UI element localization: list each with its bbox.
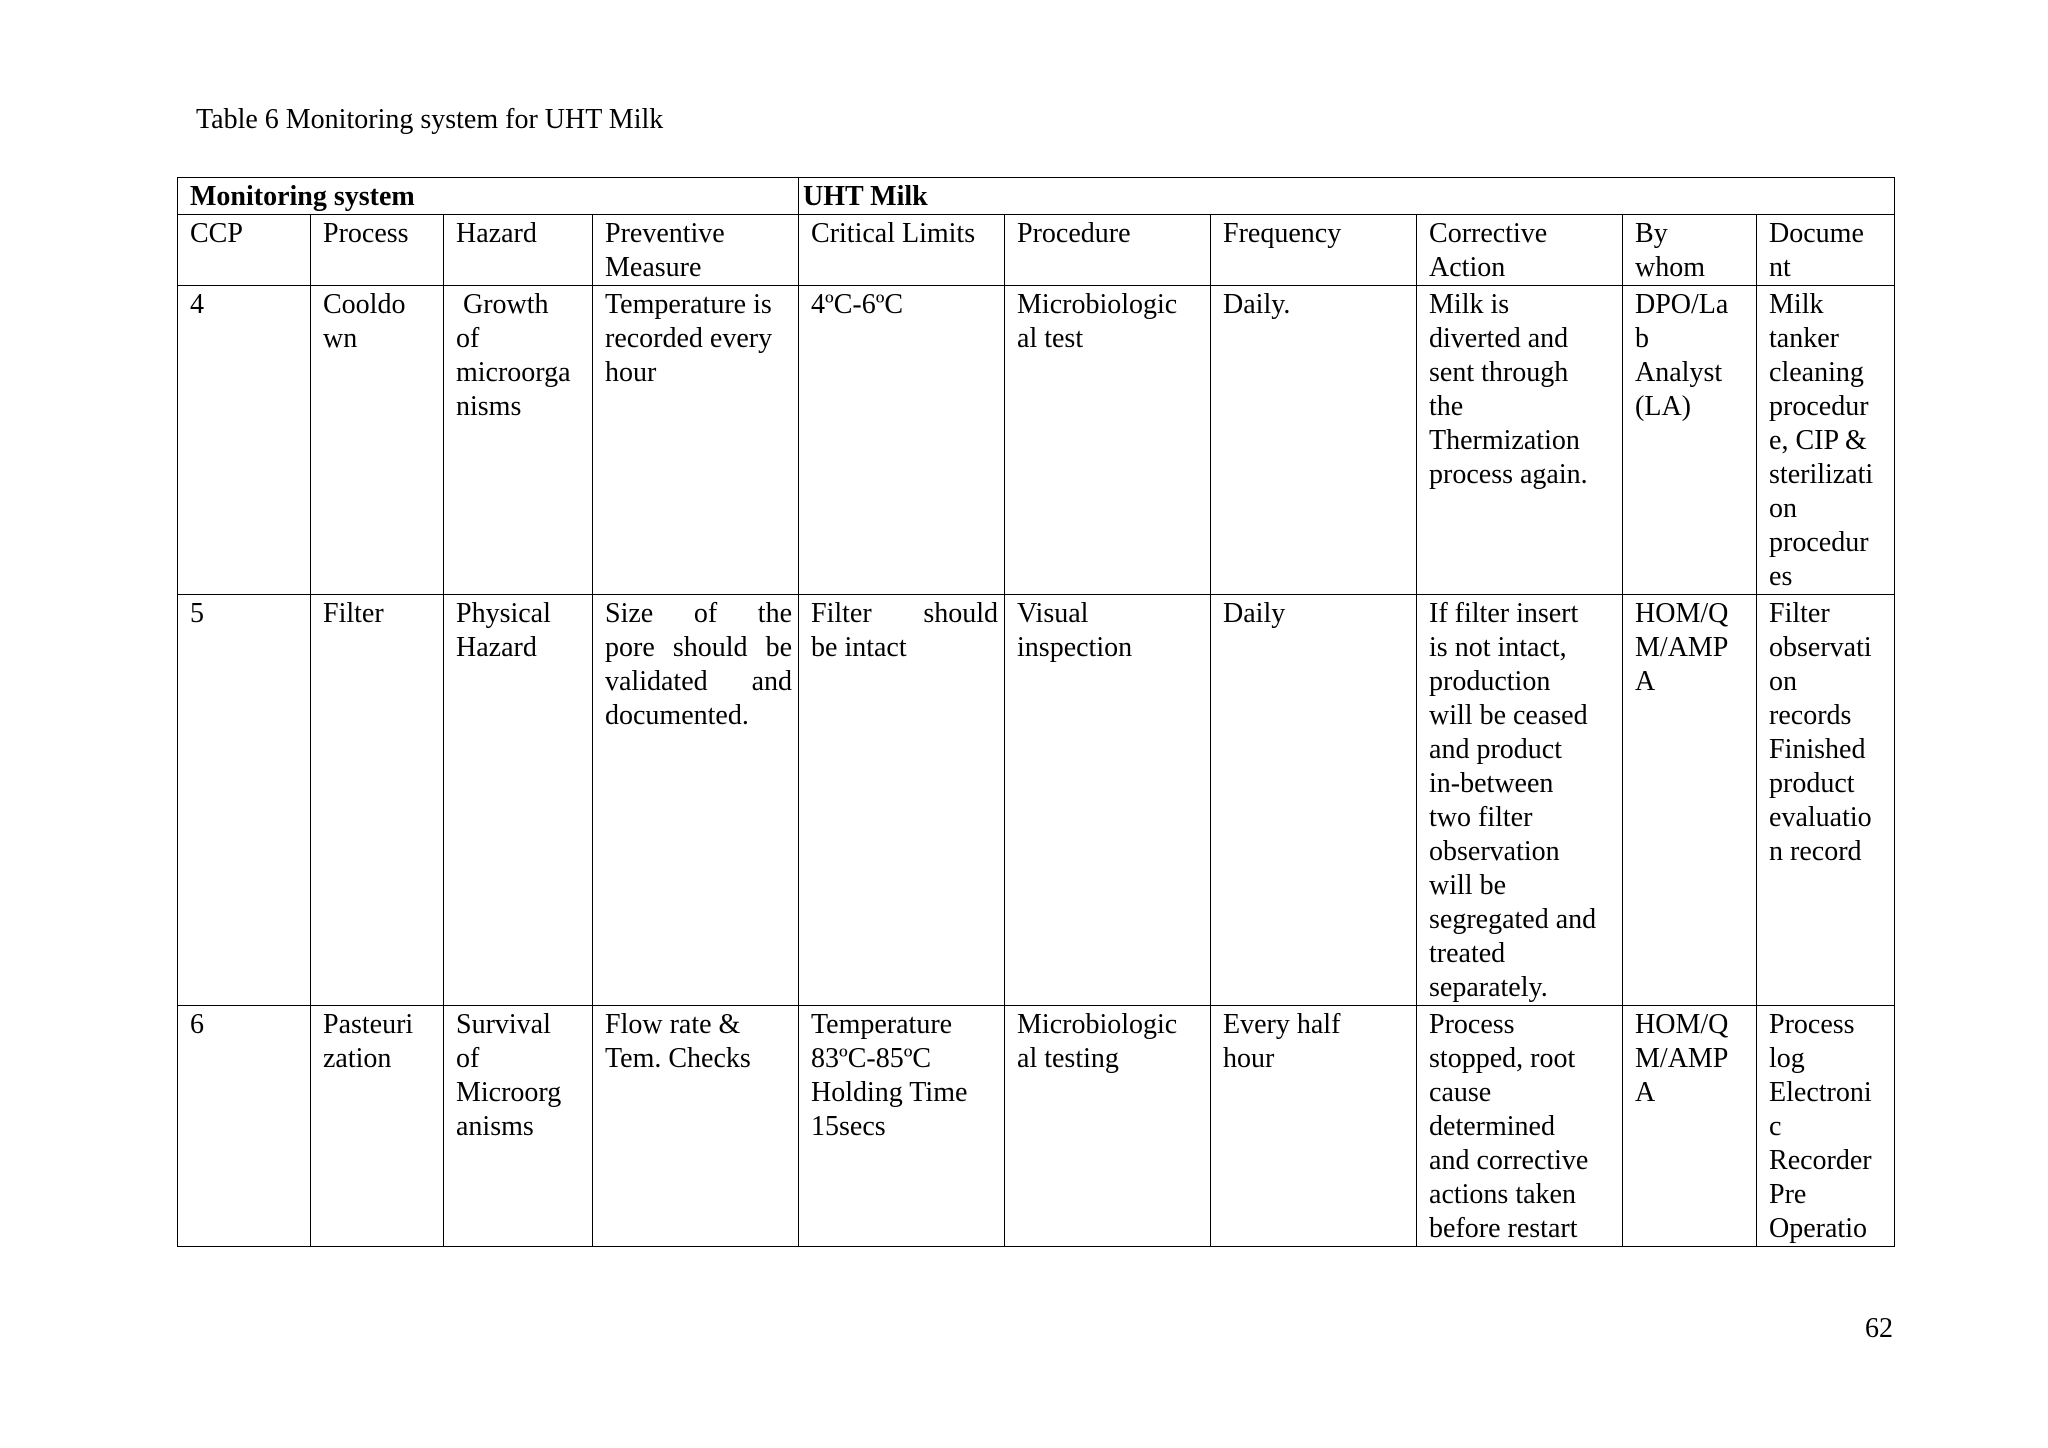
cell-line: production — [1429, 666, 1551, 697]
cell-line: nisms — [456, 391, 522, 422]
table-cell — [1211, 595, 1417, 1006]
cell-line: wn — [323, 323, 358, 354]
cell-line: Procedure — [1017, 218, 1131, 249]
table-cell — [1211, 286, 1417, 595]
table-row — [178, 595, 1895, 1006]
cell-line: tanker — [1769, 323, 1839, 354]
cell-line: Survival — [456, 1009, 551, 1040]
cell-line: 4ºC-6ºC — [811, 289, 904, 320]
cell-line: 83ºC-85ºC — [811, 1043, 932, 1074]
cell-line: will be — [1429, 870, 1507, 901]
table-cell — [444, 1006, 593, 1247]
table-cell — [1005, 286, 1211, 595]
cell-line: Milk — [1769, 289, 1824, 320]
col-header — [311, 215, 444, 286]
cell-line: Preventive — [605, 218, 725, 249]
cell-line: Filter — [1769, 598, 1830, 629]
table-cell — [1005, 595, 1211, 1006]
cell-line: Daily — [1223, 598, 1286, 629]
table-cell — [178, 1006, 311, 1247]
cell-line: nt — [1769, 252, 1791, 283]
monitoring-table — [177, 177, 1895, 1247]
cell-line: Daily. — [1223, 289, 1291, 320]
cell-line: be intact — [811, 632, 907, 663]
cell-line: determined — [1429, 1111, 1555, 1142]
cell-line: of — [456, 323, 480, 354]
cell-line: procedur — [1769, 391, 1869, 422]
cell-line: hour — [1223, 1043, 1275, 1074]
cell-line: in-between — [1429, 768, 1554, 799]
cell-line: If filter insert — [1429, 598, 1579, 629]
cell-line: 6 — [190, 1009, 204, 1040]
cell-line: Growth — [456, 289, 549, 320]
cell-line: Milk is — [1429, 289, 1510, 320]
cell-line: By — [1635, 218, 1668, 249]
cell-line: diverted and — [1429, 323, 1569, 354]
cell-line: anisms — [456, 1111, 534, 1142]
table-cell — [1211, 1006, 1417, 1247]
cell-line: on — [1769, 666, 1798, 697]
cell-line: Corrective — [1429, 218, 1548, 249]
cell-line: process again. — [1429, 459, 1588, 490]
cell-line: A — [1635, 1077, 1656, 1108]
cell-line: Finished — [1769, 734, 1866, 765]
table-cell — [1757, 286, 1895, 595]
cell-line: on — [1769, 493, 1798, 524]
cell-line: 5 — [190, 598, 204, 629]
cell-line: Thermization — [1429, 425, 1580, 456]
cell-line: and corrective — [1429, 1145, 1589, 1176]
cell-line: Tem. Checks — [605, 1043, 751, 1074]
cell-line: validated and — [605, 666, 793, 697]
table-cell — [444, 595, 593, 1006]
cell-line: Physical — [456, 598, 551, 629]
cell-line: HOM/Q — [1635, 1009, 1729, 1040]
cell-line: Operatio — [1769, 1213, 1867, 1244]
table-cell — [178, 286, 311, 595]
header-row — [178, 215, 1895, 286]
table-row — [178, 1006, 1895, 1247]
cell-line: pore should be — [605, 632, 793, 663]
cell-line: zation — [323, 1043, 392, 1074]
table-cell — [799, 595, 1005, 1006]
cell-line: the — [1429, 391, 1464, 422]
table-cell — [311, 595, 444, 1006]
cell-line: al test — [1017, 323, 1084, 354]
cell-line: Electroni — [1769, 1077, 1872, 1108]
cell-line: before restart — [1429, 1213, 1578, 1244]
col-header — [1757, 215, 1895, 286]
cell-line: Microorg — [456, 1077, 562, 1108]
cell-line: Process — [1769, 1009, 1855, 1040]
cell-line: whom — [1635, 252, 1706, 283]
table-cell — [1623, 286, 1757, 595]
cell-line: al testing — [1017, 1043, 1119, 1074]
cell-line: es — [1769, 561, 1793, 592]
title-left: Monitoring system — [178, 178, 799, 215]
cell-line: Pasteuri — [323, 1009, 414, 1040]
table-cell — [1757, 595, 1895, 1006]
cell-line: c — [1769, 1111, 1782, 1142]
cell-line: hour — [605, 357, 657, 388]
cell-line: n record — [1769, 836, 1862, 867]
cell-line: of — [456, 1043, 480, 1074]
cell-line: Filter — [323, 598, 384, 629]
cell-line: will be ceased — [1429, 700, 1588, 731]
cell-line: Visual — [1017, 598, 1089, 629]
col-header — [444, 215, 593, 286]
cell-line: cleaning — [1769, 357, 1864, 388]
table-cell — [1005, 1006, 1211, 1247]
cell-line: Cooldo — [323, 289, 406, 320]
cell-line: product — [1769, 768, 1855, 799]
cell-line: Critical Limits — [811, 218, 976, 249]
col-header — [593, 215, 799, 286]
table-row — [178, 286, 1895, 595]
cell-line: Pre — [1769, 1179, 1807, 1210]
cell-line: segregated and — [1429, 904, 1597, 935]
cell-line: procedur — [1769, 527, 1869, 558]
table-caption: Table 6 Monitoring system for UHT Milk — [196, 104, 664, 135]
cell-line: sent through — [1429, 357, 1569, 388]
col-header — [799, 215, 1005, 286]
table-cell — [1417, 595, 1623, 1006]
cell-line: Temperature is — [605, 289, 772, 320]
cell-line: (LA) — [1635, 391, 1691, 422]
cell-line: Measure — [605, 252, 702, 283]
cell-line: A — [1635, 666, 1656, 697]
cell-line: separately. — [1429, 972, 1548, 1003]
cell-line: b — [1635, 323, 1650, 354]
cell-line: Filter should — [811, 598, 999, 629]
table-cell — [593, 1006, 799, 1247]
table-cell — [1417, 1006, 1623, 1247]
cell-line: 15secs — [811, 1111, 886, 1142]
title-row — [178, 178, 1895, 215]
col-header — [1417, 215, 1623, 286]
cell-line: Process — [1429, 1009, 1515, 1040]
table-cell — [593, 286, 799, 595]
cell-line: microorga — [456, 357, 571, 388]
cell-line: Holding Time — [811, 1077, 968, 1108]
cell-line: stopped, root — [1429, 1043, 1576, 1074]
cell-line: actions taken — [1429, 1179, 1576, 1210]
col-header — [1005, 215, 1211, 286]
cell-line: Docume — [1769, 218, 1864, 249]
cell-line: log — [1769, 1043, 1805, 1074]
cell-line: Process — [323, 218, 409, 249]
cell-line: treated — [1429, 938, 1506, 969]
col-header — [178, 215, 311, 286]
cell-line: records — [1769, 700, 1852, 731]
table-cell — [1623, 595, 1757, 1006]
cell-line: Size of the — [605, 598, 793, 629]
cell-line: cause — [1429, 1077, 1492, 1108]
cell-line: Recorder — [1769, 1145, 1872, 1176]
cell-line: CCP — [190, 218, 243, 249]
cell-line: inspection — [1017, 632, 1133, 663]
cell-line: HOM/Q — [1635, 598, 1729, 629]
cell-line: recorded every — [605, 323, 773, 354]
cell-line: Analyst — [1635, 357, 1723, 388]
cell-line: Every half — [1223, 1009, 1341, 1040]
table-cell — [799, 286, 1005, 595]
table-cell — [444, 286, 593, 595]
cell-line: M/AMP — [1635, 1043, 1729, 1074]
table-cell — [799, 1006, 1005, 1247]
cell-line: M/AMP — [1635, 632, 1729, 663]
cell-line: and product — [1429, 734, 1562, 765]
cell-line: observation — [1429, 836, 1560, 867]
col-header — [1211, 215, 1417, 286]
cell-line: sterilizati — [1769, 459, 1874, 490]
cell-line: Microbiologic — [1017, 289, 1178, 320]
cell-line: DPO/La — [1635, 289, 1729, 320]
cell-line: Hazard — [456, 632, 537, 663]
cell-line: e, CIP & — [1769, 425, 1867, 456]
cell-line: 4 — [190, 289, 204, 320]
cell-line: Flow rate & — [605, 1009, 741, 1040]
cell-line: two filter — [1429, 802, 1533, 833]
cell-line: Frequency — [1223, 218, 1342, 249]
table-cell — [1623, 1006, 1757, 1247]
table-cell — [1757, 1006, 1895, 1247]
cell-line: documented. — [605, 700, 749, 731]
cell-line: Hazard — [456, 218, 537, 249]
cell-line: Microbiologic — [1017, 1009, 1178, 1040]
title-right: UHT Milk — [799, 178, 1895, 215]
table-cell — [593, 595, 799, 1006]
table-cell — [311, 286, 444, 595]
cell-line: observati — [1769, 632, 1872, 663]
cell-line: Action — [1429, 252, 1506, 283]
col-header — [1623, 215, 1757, 286]
cell-line: Temperature — [811, 1009, 953, 1040]
table-cell — [178, 595, 311, 1006]
table-cell — [311, 1006, 444, 1247]
page-number: 62 — [1865, 1313, 1893, 1344]
cell-line: evaluatio — [1769, 802, 1872, 833]
table-cell — [1417, 286, 1623, 595]
cell-line: is not intact, — [1429, 632, 1567, 663]
